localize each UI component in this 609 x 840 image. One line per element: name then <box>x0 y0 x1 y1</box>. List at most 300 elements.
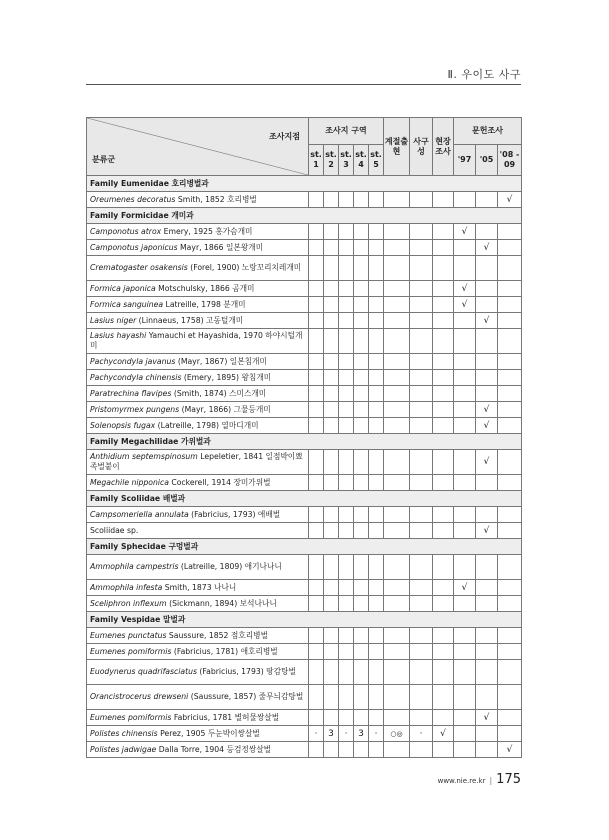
occurrence-cell <box>498 354 522 370</box>
occurrence-cell <box>339 628 354 644</box>
species-name <box>87 386 309 402</box>
occurrence-cell <box>454 710 476 726</box>
occurrence-cell <box>309 523 324 539</box>
occurrence-cell <box>309 297 324 313</box>
species-name <box>87 628 309 644</box>
occurrence-cell <box>433 281 454 297</box>
scientific-name: Solenopsis fugax <box>90 420 156 430</box>
occurrence-cell <box>369 418 384 434</box>
species-row <box>87 628 522 644</box>
scientific-name: Pristomyrmex pungens <box>90 404 180 414</box>
family-row <box>87 208 522 224</box>
species-authority-common: Cockerell, 1914 장미가위벌 <box>168 477 271 487</box>
occurrence-cell <box>339 685 354 710</box>
occurrence-cell <box>309 402 324 418</box>
species-row <box>87 240 522 256</box>
species-row <box>87 580 522 596</box>
occurrence-cell <box>454 418 476 434</box>
occurrence-cell <box>410 418 433 434</box>
occurrence-cell <box>454 256 476 281</box>
occurrence-cell <box>454 742 476 758</box>
occurrence-cell <box>433 628 454 644</box>
occurrence-cell <box>324 386 339 402</box>
occurrence-cell <box>309 281 324 297</box>
occurrence-cell <box>454 644 476 660</box>
occurrence-cell <box>309 256 324 281</box>
occurrence-cell <box>384 354 410 370</box>
occurrence-cell <box>324 354 339 370</box>
occurrence-cell <box>384 644 410 660</box>
page-footer <box>438 772 521 787</box>
species-authority-common: (Mayr, 1866) 그물등개미 <box>179 404 271 414</box>
occurrence-cell <box>354 580 369 596</box>
occurrence-cell <box>369 370 384 386</box>
table-body <box>87 176 522 758</box>
occurrence-cell <box>369 596 384 612</box>
occurrence-cell <box>433 742 454 758</box>
species-row <box>87 726 522 742</box>
occurrence-cell <box>309 386 324 402</box>
occurrence-cell <box>384 685 410 710</box>
species-authority-common: (Latreille, 1809) 애기나나니 <box>178 562 282 571</box>
occurrence-cell <box>339 418 354 434</box>
scientific-name: Eumenes pomiformis <box>90 646 172 656</box>
occurrence-cell <box>369 507 384 523</box>
occurrence-cell <box>476 555 498 580</box>
species-name <box>87 256 309 281</box>
occurrence-cell <box>476 596 498 612</box>
occurrence-cell <box>384 418 410 434</box>
occurrence-cell <box>309 644 324 660</box>
occurrence-cell <box>384 523 410 539</box>
species-authority-common: (Fabricius, 1781) 애호리병벌 <box>171 646 278 656</box>
occurrence-cell <box>369 660 384 685</box>
occurrence-cell <box>339 523 354 539</box>
occurrence-cell <box>369 644 384 660</box>
occurrence-cell <box>369 402 384 418</box>
occurrence-cell <box>384 281 410 297</box>
occurrence-cell <box>384 386 410 402</box>
occurrence-cell <box>369 555 384 580</box>
occurrence-cell <box>339 329 354 354</box>
species-authority-common: Smith, 1873 나나니 <box>162 582 237 592</box>
occurrence-cell <box>309 192 324 208</box>
occurrence-cell <box>384 580 410 596</box>
species-name <box>87 450 309 475</box>
species-name <box>87 192 309 208</box>
occurrence-cell <box>454 450 476 475</box>
occurrence-cell <box>339 580 354 596</box>
occurrence-cell <box>339 297 354 313</box>
occurrence-cell <box>339 256 354 281</box>
scientific-name: Anthidium septemspinosum <box>90 452 198 461</box>
family-name: Family Megachilidae 가위벌과 <box>87 434 522 450</box>
occurrence-cell <box>454 555 476 580</box>
scientific-name: Camponotus atrox <box>90 226 162 236</box>
occurrence-cell <box>339 555 354 580</box>
species-name <box>87 685 309 710</box>
occurrence-cell <box>476 281 498 297</box>
occurrence-cell <box>476 354 498 370</box>
occurrence-cell <box>324 402 339 418</box>
occurrence-cell <box>354 450 369 475</box>
occurrence-cell <box>324 313 339 329</box>
occurrence-cell <box>433 507 454 523</box>
species-name <box>87 710 309 726</box>
scientific-name: Formica sanguinea <box>90 299 164 309</box>
species-authority-common: Perez, 1905 두눈박이쌍살벌 <box>157 728 260 738</box>
occurrence-cell <box>339 644 354 660</box>
occurrence-cell: √ <box>433 726 454 742</box>
occurrence-cell <box>354 596 369 612</box>
occurrence-cell <box>454 240 476 256</box>
scientific-name: Lasius niger <box>90 315 137 325</box>
species-authority-common: (Mayr, 1867) 일본침개미 <box>175 356 267 366</box>
occurrence-cell <box>476 475 498 491</box>
occurrence-cell <box>354 507 369 523</box>
occurrence-cell <box>324 192 339 208</box>
occurrence-cell: √ <box>476 313 498 329</box>
occurrence-cell <box>433 370 454 386</box>
occurrence-cell <box>339 313 354 329</box>
occurrence-cell <box>369 685 384 710</box>
occurrence-cell <box>433 644 454 660</box>
occurrence-cell <box>324 710 339 726</box>
species-name <box>87 418 309 434</box>
occurrence-cell <box>324 240 339 256</box>
occurrence-cell <box>498 313 522 329</box>
species-table <box>86 117 522 758</box>
occurrence-cell <box>369 192 384 208</box>
occurrence-cell <box>324 281 339 297</box>
species-name <box>87 507 309 523</box>
occurrence-cell <box>410 297 433 313</box>
occurrence-cell <box>433 660 454 685</box>
occurrence-cell <box>324 685 339 710</box>
occurrence-cell <box>476 256 498 281</box>
species-row <box>87 555 522 580</box>
occurrence-cell <box>369 297 384 313</box>
occurrence-cell: 3 <box>354 726 369 742</box>
year-header: '05 <box>476 145 498 176</box>
occurrence-cell <box>498 685 522 710</box>
scientific-name: Paratrechina flavipes <box>90 388 172 398</box>
occurrence-cell <box>410 281 433 297</box>
species-row <box>87 418 522 434</box>
occurrence-cell <box>354 475 369 491</box>
occurrence-cell <box>433 354 454 370</box>
occurrence-cell <box>354 523 369 539</box>
occurrence-cell <box>498 329 522 354</box>
occurrence-cell <box>476 370 498 386</box>
species-row <box>87 450 522 475</box>
occurrence-cell <box>476 580 498 596</box>
species-authority-common: Smith, 1852 호리병벌 <box>175 194 257 204</box>
occurrence-cell <box>369 710 384 726</box>
occurrence-cell <box>498 580 522 596</box>
station-header: st. 3 <box>339 145 354 176</box>
occurrence-cell <box>498 240 522 256</box>
occurrence-cell <box>324 580 339 596</box>
occurrence-cell <box>354 628 369 644</box>
occurrence-cell <box>384 313 410 329</box>
occurrence-cell <box>498 726 522 742</box>
corner-diagonal <box>87 118 308 175</box>
station-header: st. 4 <box>354 145 369 176</box>
occurrence-cell <box>369 354 384 370</box>
occurrence-cell <box>384 628 410 644</box>
occurrence-cell <box>324 329 339 354</box>
occurrence-cell <box>339 224 354 240</box>
species-name <box>87 580 309 596</box>
occurrence-cell <box>354 685 369 710</box>
occurrence-cell <box>498 224 522 240</box>
species-authority-common: Lepeletier, 1841 일점박이뾰족벌붙이 <box>90 452 303 471</box>
species-row <box>87 370 522 386</box>
occurrence-cell <box>498 281 522 297</box>
family-name: Family Vespidae 말벌과 <box>87 612 522 628</box>
occurrence-cell: √ <box>454 297 476 313</box>
occurrence-cell: √ <box>476 418 498 434</box>
occurrence-cell <box>433 450 454 475</box>
scientific-name: Lasius hayashi <box>90 331 147 340</box>
scientific-name: Campsomeriella annulata <box>90 509 189 519</box>
occurrence-cell <box>410 450 433 475</box>
occurrence-cell <box>354 710 369 726</box>
species-name <box>87 240 309 256</box>
occurrence-cell <box>369 580 384 596</box>
occurrence-cell <box>384 370 410 386</box>
family-name: Family Sphecidae 구멍벌과 <box>87 539 522 555</box>
occurrence-cell <box>476 297 498 313</box>
occurrence-cell <box>410 386 433 402</box>
occurrence-cell <box>354 224 369 240</box>
occurrence-cell <box>433 580 454 596</box>
occurrence-cell <box>309 710 324 726</box>
occurrence-cell <box>324 475 339 491</box>
family-name: Family Formicidae 개미과 <box>87 208 522 224</box>
species-authority-common: (Saussure, 1857) 줄무늬감탕벌 <box>188 692 304 701</box>
occurrence-cell <box>354 354 369 370</box>
occurrence-cell <box>309 596 324 612</box>
scientific-name: Eumenes pomiformis <box>90 712 172 722</box>
species-authority-common: Saussure, 1852 점호리병벌 <box>166 630 269 640</box>
occurrence-cell <box>354 370 369 386</box>
station-header: st. 1 <box>309 145 324 176</box>
occurrence-cell <box>384 450 410 475</box>
species-authority-common: (Linnaeus, 1758) 고동털개미 <box>136 315 244 325</box>
occurrence-cell <box>309 555 324 580</box>
occurrence-cell <box>324 644 339 660</box>
occurrence-cell <box>309 628 324 644</box>
species-authority-common: Motschulsky, 1866 곰개미 <box>155 283 255 293</box>
scientific-name: Camponotus japonicus <box>90 242 178 252</box>
occurrence-cell <box>354 256 369 281</box>
scientific-name: Pachycondyla chinensis <box>90 372 182 382</box>
occurrence-cell <box>410 523 433 539</box>
occurrence-cell <box>339 240 354 256</box>
occurrence-cell <box>433 475 454 491</box>
occurrence-cell <box>454 660 476 685</box>
occurrence-cell: √ <box>454 281 476 297</box>
scientific-name: Orancistrocerus drewseni <box>90 692 189 701</box>
occurrence-cell <box>476 685 498 710</box>
occurrence-cell <box>433 256 454 281</box>
species-authority-common: (Emery, 1895) 왕침개미 <box>181 372 272 382</box>
species-row <box>87 523 522 539</box>
occurrence-cell <box>454 386 476 402</box>
occurrence-cell <box>433 596 454 612</box>
occurrence-cell <box>369 224 384 240</box>
species-row <box>87 354 522 370</box>
occurrence-cell <box>369 628 384 644</box>
occurrence-cell: · <box>309 726 324 742</box>
occurrence-cell <box>433 710 454 726</box>
scientific-name: Polistes jadwigae <box>90 744 157 754</box>
species-name <box>87 660 309 685</box>
occurrence-cell <box>384 660 410 685</box>
occurrence-cell <box>309 580 324 596</box>
species-name <box>87 726 309 742</box>
species-row <box>87 596 522 612</box>
occurrence-cell <box>384 192 410 208</box>
occurrence-cell <box>384 710 410 726</box>
occurrence-cell <box>354 240 369 256</box>
occurrence-cell <box>498 297 522 313</box>
species-row <box>87 742 522 758</box>
species-authority-common: (Fabricius, 1793) 땅감탕벌 <box>196 667 296 676</box>
occurrence-cell <box>309 313 324 329</box>
station-header: st. 2 <box>324 145 339 176</box>
occurrence-cell <box>476 329 498 354</box>
occurrence-cell <box>498 507 522 523</box>
occurrence-cell <box>476 192 498 208</box>
occurrence-cell <box>433 297 454 313</box>
occurrence-cell <box>498 710 522 726</box>
occurrence-cell <box>309 507 324 523</box>
family-name: Family Eumenidae 호리병벌과 <box>87 176 522 192</box>
occurrence-cell <box>433 386 454 402</box>
species-row <box>87 224 522 240</box>
occurrence-cell <box>309 354 324 370</box>
occurrence-cell <box>410 660 433 685</box>
occurrence-cell <box>433 329 454 354</box>
occurrence-cell <box>384 256 410 281</box>
occurrence-cell <box>498 596 522 612</box>
occurrence-cell <box>354 402 369 418</box>
occurrence-cell <box>354 297 369 313</box>
occurrence-cell <box>324 555 339 580</box>
species-row <box>87 660 522 685</box>
year-header: '97 <box>454 145 476 176</box>
occurrence-cell <box>384 475 410 491</box>
species-row <box>87 386 522 402</box>
occurrence-cell <box>369 256 384 281</box>
header-rule <box>86 84 521 85</box>
family-row <box>87 539 522 555</box>
occurrence-cell: · <box>410 726 433 742</box>
occurrence-cell <box>339 742 354 758</box>
scientific-name: Pachycondyla javanus <box>90 356 176 366</box>
occurrence-cell <box>476 742 498 758</box>
occurrence-cell <box>339 596 354 612</box>
species-name <box>87 596 309 612</box>
scientific-name: Euodynerus quadrifasciatus <box>90 667 197 676</box>
chapter-header: Ⅱ. 우이도 사구 <box>447 68 521 81</box>
family-row <box>87 612 522 628</box>
species-row <box>87 329 522 354</box>
occurrence-cell <box>369 281 384 297</box>
occurrence-cell <box>369 240 384 256</box>
species-authority-common: (Forel, 1900) 노랑꼬리치레개미 <box>187 263 302 272</box>
occurrence-cell <box>433 685 454 710</box>
occurrence-cell <box>498 418 522 434</box>
occurrence-cell <box>339 192 354 208</box>
occurrence-cell <box>354 644 369 660</box>
occurrence-cell <box>498 386 522 402</box>
occurrence-cell <box>410 685 433 710</box>
occurrence-cell <box>498 475 522 491</box>
occurrence-cell <box>454 523 476 539</box>
occurrence-cell <box>410 596 433 612</box>
family-row <box>87 176 522 192</box>
species-authority-common: (Sickmann, 1894) 보석나나니 <box>166 598 277 608</box>
occurrence-cell <box>410 370 433 386</box>
year-header: '08 - 09 <box>498 145 522 176</box>
species-name <box>87 354 309 370</box>
scientific-name: Polistes chinensis <box>90 728 158 738</box>
occurrence-cell <box>369 386 384 402</box>
species-authority-common: Latreille, 1798 분개미 <box>163 299 246 309</box>
table-corner-header <box>87 118 309 176</box>
occurrence-cell <box>454 313 476 329</box>
species-row <box>87 402 522 418</box>
occurrence-cell <box>369 450 384 475</box>
species-authority-common: (Fabricius, 1793) 애배벌 <box>188 509 281 519</box>
scientific-name: Formica japonica <box>90 283 156 293</box>
occurrence-cell <box>476 628 498 644</box>
species-row <box>87 507 522 523</box>
occurrence-cell <box>433 523 454 539</box>
occurrence-cell <box>498 256 522 281</box>
occurrence-cell <box>476 644 498 660</box>
occurrence-cell <box>433 240 454 256</box>
occurrence-cell <box>354 192 369 208</box>
occurrence-cell <box>476 726 498 742</box>
dune-header: 사구성 <box>410 118 433 176</box>
family-row <box>87 491 522 507</box>
species-name <box>87 281 309 297</box>
occurrence-cell <box>339 370 354 386</box>
species-name <box>87 313 309 329</box>
occurrence-cell <box>410 580 433 596</box>
occurrence-cell <box>476 660 498 685</box>
occurrence-cell <box>454 329 476 354</box>
occurrence-cell <box>410 224 433 240</box>
field-survey-header: 현장조사 <box>433 118 454 176</box>
occurrence-cell <box>324 256 339 281</box>
occurrence-cell <box>384 742 410 758</box>
station-header: st. 5 <box>369 145 384 176</box>
occurrence-cell <box>324 507 339 523</box>
occurrence-cell: √ <box>476 523 498 539</box>
species-row <box>87 192 522 208</box>
occurrence-cell <box>454 354 476 370</box>
occurrence-cell <box>384 596 410 612</box>
occurrence-cell <box>498 644 522 660</box>
occurrence-cell <box>410 644 433 660</box>
occurrence-cell <box>384 555 410 580</box>
